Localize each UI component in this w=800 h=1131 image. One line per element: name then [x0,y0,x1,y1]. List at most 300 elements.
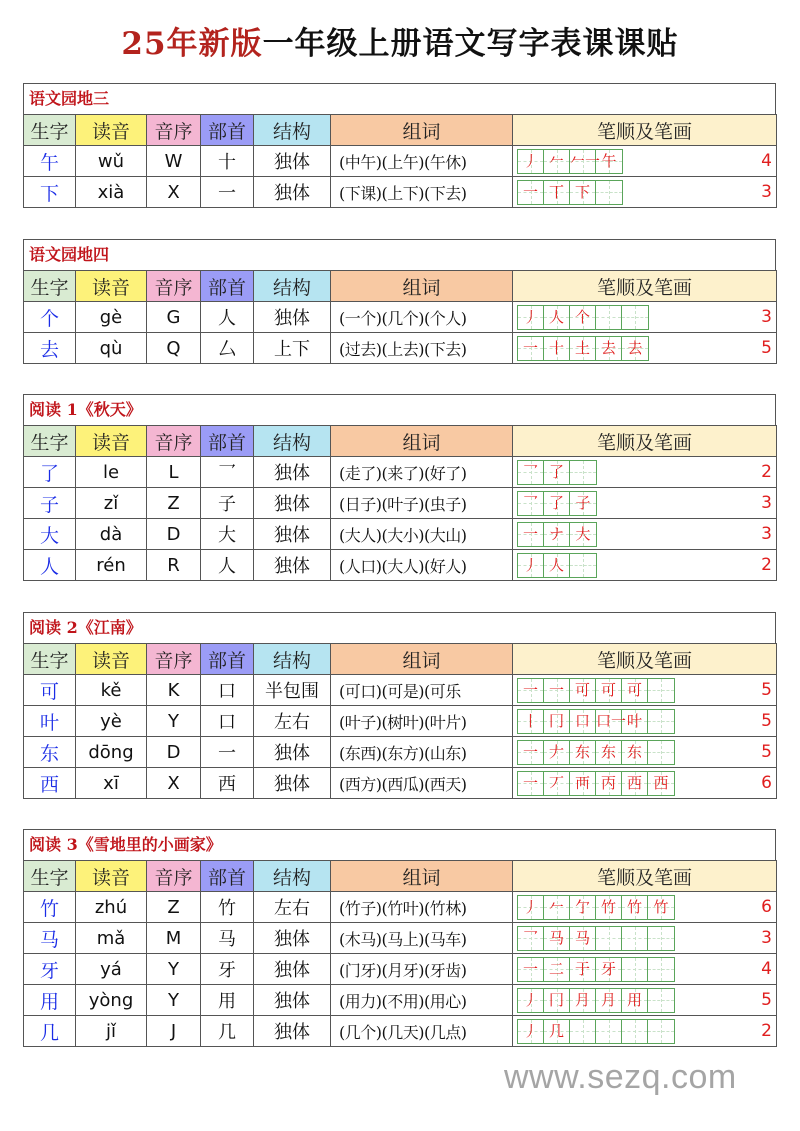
pinyin: xī [76,768,147,799]
stroke-cell [518,523,544,546]
radical: 大 [201,519,254,550]
structure: 独体 [254,550,331,581]
stroke-grid [517,895,675,920]
table-row [24,985,777,1016]
header-radical: 部首 [201,426,254,457]
structure: 独体 [254,146,331,177]
word-examples: (东西)(东方)(山东) [331,737,513,768]
stroke-cell [544,306,570,329]
radical: 十 [201,146,254,177]
stroke-step: 月 [600,990,616,1009]
radical: 口 [201,706,254,737]
stroke-cell [570,927,596,950]
stroke-cell [518,150,544,173]
header-row [24,115,777,146]
stroke-count: 3 [761,182,772,202]
header-char: 生字 [24,426,76,457]
stroke-order [513,675,777,706]
header-words: 组词 [331,861,513,892]
word-examples: (过去)(上去)(下去) [331,333,513,364]
word-examples: (门牙)(月牙)(牙齿) [331,954,513,985]
stroke-cell [648,741,674,764]
stroke-grid [517,553,597,578]
pinyin: le [76,457,147,488]
stroke-cell [544,927,570,950]
character: 西 [24,768,76,799]
table-row [24,1016,777,1047]
stroke-grid [517,709,675,734]
phonetic-order: M [147,923,201,954]
stroke-cell [518,306,544,329]
table-row [24,706,777,737]
stroke-cell [518,896,544,919]
header-radical: 部首 [201,271,254,302]
stroke-step: 口 [574,711,590,730]
stroke-cell [622,772,648,795]
character: 下 [24,177,76,208]
character: 个 [24,302,76,333]
stroke-cell [518,958,544,981]
header-radical: 部首 [201,861,254,892]
phonetic-order: Y [147,954,201,985]
stroke-cell [596,927,622,950]
stroke-order [513,519,777,550]
stroke-cell [648,772,674,795]
stroke-order [513,302,777,333]
word-examples: (日子)(叶子)(虫子) [331,488,513,519]
character: 午 [24,146,76,177]
table-row [24,923,777,954]
stroke-cell [544,523,570,546]
stroke-cell [648,927,674,950]
header-order: 音序 [147,115,201,146]
stroke-cell [544,710,570,733]
stroke-grid [517,180,623,205]
stroke-step: 丿 [522,990,538,1009]
character: 人 [24,550,76,581]
structure: 独体 [254,1016,331,1047]
radical: 几 [201,1016,254,1047]
stroke-grid [517,491,597,516]
stroke-step: 亇 [574,897,590,916]
stroke-grid [517,522,597,547]
header-words: 组词 [331,271,513,302]
structure: 独体 [254,768,331,799]
structure: 独体 [254,737,331,768]
character: 去 [24,333,76,364]
radical: 竹 [201,892,254,923]
stroke-cell [570,1020,596,1043]
stroke-step: 一 [522,182,538,201]
stroke-step: 丿 [522,897,538,916]
table-row [24,892,777,923]
stroke-grid [517,926,675,951]
stroke-cell [596,741,622,764]
stroke-step: 一 [522,773,538,792]
stroke-cell [596,710,627,733]
stroke-count: 5 [761,742,772,762]
stroke-order [513,737,777,768]
table-row [24,737,777,768]
radical: 牙 [201,954,254,985]
structure: 左右 [254,706,331,737]
character: 东 [24,737,76,768]
stroke-count: 4 [761,151,772,171]
word-examples: (人口)(大人)(好人) [331,550,513,581]
stroke-cell [518,710,544,733]
header-structure: 结构 [254,426,331,457]
phonetic-order: R [147,550,201,581]
header-pinyin: 读音 [76,271,147,302]
stroke-step: 丿 [522,1021,538,1040]
phonetic-order: L [147,457,201,488]
word-examples: (木马)(马上)(马车) [331,923,513,954]
pinyin: zǐ [76,488,147,519]
title-main: 一年级上册语文写字表课课贴 [262,26,679,62]
stroke-cell [544,150,570,173]
stroke-cell [544,461,570,484]
header-char: 生字 [24,115,76,146]
stroke-cell [596,772,622,795]
stroke-step: 𠂉 [548,897,564,916]
structure: 半包围 [254,675,331,706]
structure: 独体 [254,985,331,1016]
radical: 一 [201,177,254,208]
word-examples: (叶子)(树叶)(叶片) [331,706,513,737]
structure: 独体 [254,954,331,985]
stroke-grid [517,336,649,361]
table-row [24,550,777,581]
stroke-cell [518,461,544,484]
stroke-step: 口一 [596,711,627,730]
phonetic-order: Y [147,706,201,737]
stroke-cell [570,741,596,764]
stroke-step: 十 [548,338,564,357]
stroke-order [513,954,777,985]
structure: 独体 [254,177,331,208]
stroke-cell [570,710,596,733]
radical: 人 [201,302,254,333]
stroke-cell [596,896,622,919]
character-table [23,425,777,581]
phonetic-order: D [147,737,201,768]
section-title: 阅读 2《江南》 [23,612,776,643]
stroke-step: 冂 [548,711,564,730]
radical: 子 [201,488,254,519]
stroke-step: 东 [574,742,590,761]
word-examples: (西方)(西瓜)(西天) [331,768,513,799]
stroke-cell [596,337,622,360]
header-order: 音序 [147,644,201,675]
stroke-order [513,177,777,208]
stroke-cell [544,772,570,795]
pinyin: dōng [76,737,147,768]
title-edition: 25年新版 [121,26,263,62]
pinyin: yòng [76,985,147,1016]
stroke-count: 6 [761,773,772,793]
stroke-cell [596,989,622,1012]
pinyin: dà [76,519,147,550]
stroke-order [513,488,777,519]
character-table [23,270,777,364]
stroke-cell [544,989,570,1012]
structure: 左右 [254,892,331,923]
stroke-cell [544,337,570,360]
character: 了 [24,457,76,488]
page-title [0,22,800,66]
header-radical: 部首 [201,115,254,146]
stroke-step: 冂 [548,990,564,1009]
pinyin: wǔ [76,146,147,177]
stroke-step: 子 [575,493,591,512]
stroke-step: 人 [548,555,564,574]
stroke-cell [622,927,648,950]
stroke-cell [596,181,622,204]
character-table [23,114,777,208]
radical: 一 [201,737,254,768]
stroke-grid [517,149,623,174]
phonetic-order: J [147,1016,201,1047]
radical: 厶 [201,333,254,364]
stroke-cell [648,896,674,919]
character-table [23,643,777,799]
character: 几 [24,1016,76,1047]
stroke-cell [570,337,596,360]
pinyin: mǎ [76,923,147,954]
character: 叶 [24,706,76,737]
stroke-step: 𠂇 [548,742,564,761]
table-row [24,333,777,364]
word-examples: (走了)(来了)(好了) [331,457,513,488]
stroke-step: 东 [626,742,642,761]
stroke-cell [544,554,570,577]
pinyin: kě [76,675,147,706]
stroke-step: 去 [600,338,616,357]
table-row [24,519,777,550]
stroke-cell [622,1020,648,1043]
stroke-step: 𠂉 [548,151,564,170]
stroke-step: 丿 [522,307,538,326]
section-title: 阅读 3《雪地里的小画家》 [23,829,776,860]
stroke-step: ナ [548,524,564,543]
stroke-cell [570,989,596,1012]
stroke-cell [570,772,596,795]
stroke-step: 二 [548,959,564,978]
stroke-step: 乛 [522,493,538,512]
character: 马 [24,923,76,954]
stroke-cell [622,306,648,329]
section [23,239,776,364]
stroke-grid [517,1019,675,1044]
header-order: 音序 [147,861,201,892]
stroke-grid [517,305,649,330]
stroke-step: 几 [548,1021,564,1040]
stroke-cell [570,181,596,204]
stroke-cell [544,741,570,764]
stroke-count: 2 [761,555,772,575]
header-structure: 结构 [254,115,331,146]
header-row [24,426,777,457]
phonetic-order: Q [147,333,201,364]
stroke-cell [544,181,570,204]
header-char: 生字 [24,861,76,892]
header-row [24,271,777,302]
stroke-cell [622,896,648,919]
section [23,394,776,581]
header-words: 组词 [331,644,513,675]
stroke-cell [518,989,544,1012]
stroke-count: 5 [761,338,772,358]
character-table [23,860,777,1047]
watermark: www.sezq.com [504,1058,737,1096]
pinyin: gè [76,302,147,333]
stroke-count: 5 [761,680,772,700]
header-row [24,861,777,892]
stroke-cell [596,306,622,329]
pinyin: xià [76,177,147,208]
table-row [24,177,777,208]
stroke-grid [517,740,675,765]
word-examples: (中午)(上午)(午休) [331,146,513,177]
stroke-cell [570,958,596,981]
stroke-step: 一 [522,742,538,761]
stroke-cell [570,306,596,329]
stroke-step: 丙 [600,773,616,792]
stroke-cell [648,989,674,1012]
character: 用 [24,985,76,1016]
stroke-step: 西 [653,773,669,792]
structure: 独体 [254,923,331,954]
character: 牙 [24,954,76,985]
header-strokes: 笔顺及笔画 [513,426,777,457]
stroke-cell [518,679,544,702]
stroke-step: 一 [522,338,538,357]
stroke-cell [648,958,674,981]
stroke-step: 大 [575,524,591,543]
table-row [24,302,777,333]
structure: 独体 [254,457,331,488]
stroke-cell [622,337,648,360]
stroke-step: 个 [574,307,590,326]
section-title: 语文园地三 [23,83,776,114]
stroke-count: 3 [761,928,772,948]
stroke-step: 襾 [574,773,590,792]
stroke-step: 月 [574,990,590,1009]
stroke-step: 马 [548,928,564,947]
pinyin: zhú [76,892,147,923]
stroke-cell [544,492,570,515]
header-order: 音序 [147,271,201,302]
stroke-cell [544,1020,570,1043]
stroke-step: 东 [600,742,616,761]
phonetic-order: D [147,519,201,550]
section [23,83,776,208]
character: 可 [24,675,76,706]
stroke-cell [622,958,648,981]
stroke-order [513,768,777,799]
stroke-step: 丨 [522,711,538,730]
stroke-cell [570,461,596,484]
stroke-step: 牙 [600,959,616,978]
header-words: 组词 [331,426,513,457]
word-examples: (竹子)(竹叶)(竹林) [331,892,513,923]
header-words: 组词 [331,115,513,146]
header-pinyin: 读音 [76,644,147,675]
radical: 马 [201,923,254,954]
stroke-cell [518,927,544,950]
stroke-step: 一 [522,959,538,978]
stroke-cell [570,896,596,919]
stroke-step: 丿 [522,555,538,574]
section [23,612,776,799]
word-examples: (用力)(不用)(用心) [331,985,513,1016]
stroke-count: 3 [761,524,772,544]
table-row [24,488,777,519]
header-pinyin: 读音 [76,861,147,892]
stroke-step: 了 [548,462,564,481]
header-structure: 结构 [254,861,331,892]
stroke-cell [518,554,544,577]
radical: 西 [201,768,254,799]
stroke-step: 竹 [600,897,616,916]
stroke-step: 下 [574,182,590,201]
stroke-grid [517,460,597,485]
section-title: 阅读 1《秋天》 [23,394,776,425]
stroke-step: 人 [548,307,564,326]
phonetic-order: Z [147,488,201,519]
stroke-cell [570,554,596,577]
character: 竹 [24,892,76,923]
table-row [24,768,777,799]
structure: 上下 [254,333,331,364]
pinyin: yá [76,954,147,985]
header-row [24,644,777,675]
header-pinyin: 读音 [76,426,147,457]
stroke-cell [570,679,596,702]
header-strokes: 笔顺及笔画 [513,644,777,675]
header-strokes: 笔顺及笔画 [513,115,777,146]
header-pinyin: 读音 [76,115,147,146]
word-examples: (大人)(大小)(大山) [331,519,513,550]
stroke-step: 乛 [522,462,538,481]
pinyin: yè [76,706,147,737]
header-strokes: 笔顺及笔画 [513,271,777,302]
stroke-grid [517,988,675,1013]
word-examples: (下课)(上下)(下去) [331,177,513,208]
stroke-count: 2 [761,462,772,482]
stroke-step: 丅 [548,182,564,201]
stroke-step: 于 [574,959,590,978]
stroke-step: 可 [626,680,642,699]
stroke-cell [544,958,570,981]
stroke-cell [544,896,570,919]
word-examples: (可口)(可是)(可乐 [331,675,513,706]
radical: 用 [201,985,254,1016]
pinyin: jǐ [76,1016,147,1047]
phonetic-order: W [147,146,201,177]
stroke-cell [570,150,601,173]
stroke-grid [517,678,675,703]
phonetic-order: G [147,302,201,333]
table-row [24,457,777,488]
stroke-step: 丆 [548,773,564,792]
radical: 人 [201,550,254,581]
stroke-step: 马 [574,928,590,947]
stroke-step: 丿 [522,151,538,170]
stroke-step: 去 [627,338,643,357]
stroke-order [513,457,777,488]
phonetic-order: Y [147,985,201,1016]
